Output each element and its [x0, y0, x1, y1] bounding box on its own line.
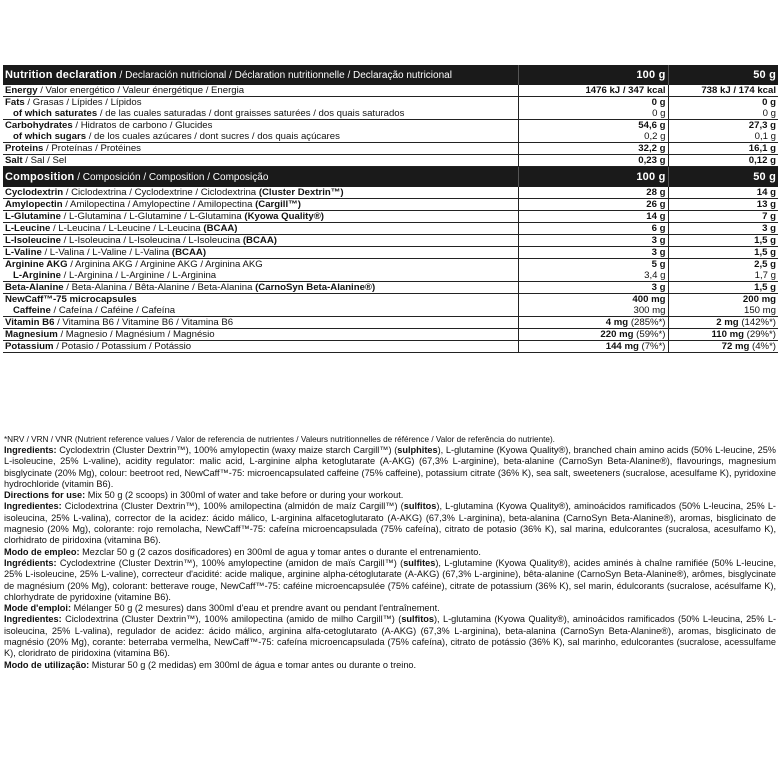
- nrv-percent-100g: (7%*): [638, 341, 666, 352]
- table-row: [3, 97, 778, 120]
- table-row: [3, 259, 778, 282]
- table-row: [3, 282, 778, 294]
- ingredients-pt: Ingredientes: Ciclodextrina (Cluster Dextrin™), 100% amilopectina (amido de milho Cargill™) (sulfitos), L-glutamina (Kyowa Quality®), aminoácidos ramificados (50% L-leucina, 25% L-isoleucina, 25% L-valina), regulador de acidez: ácido málico, arginina alfa-cetoglutarato (A-AKG) (67,3% L-arginina), beta-alanina (CarnoSyn Beta-Alanine®), aromas, bisglicinato de magnésio (20% Mg), corante: beterraba vermelha, NewCaff™-75: cafeína microencapsulada (75% cafeína), citrato de potássio (36% K), sal marinho, edulcorantes (sucralose, acessulfame K), cloridrato de piridoxina (vitamina B6).: [4, 614, 776, 659]
- table-row: [3, 341, 778, 353]
- col-100g-cell: [518, 211, 668, 223]
- subvalue-50g: 0,1 g: [754, 131, 776, 142]
- col-100g-cell: [518, 341, 668, 353]
- row-sublabel: of which sugars / de los cuales azúcares / dont sucres / dos quais açúcares: [13, 131, 340, 142]
- table-row: [3, 120, 778, 143]
- directions-pt: Modo de utilização: Misturar 50 g (2 medidas) em 300ml de água e tomar antes ou durante o treino.: [4, 659, 417, 670]
- col-100g-cell: [518, 329, 668, 341]
- row-sublabel: L-Arginine / L-Arginina / L-Arginine / L-Arginina: [13, 270, 217, 281]
- value-50g: 1,5 g: [754, 247, 776, 258]
- value-50g: 13 g: [756, 199, 776, 210]
- value-100g: 3 g: [651, 235, 666, 246]
- subvalue-50g: 150 mg: [744, 305, 776, 316]
- value-100g: 144 mg: [605, 341, 639, 352]
- row-name-cell: [3, 235, 518, 247]
- table-row: [3, 317, 778, 329]
- col-50g-cell: [668, 97, 778, 120]
- table-row: [3, 211, 778, 223]
- col-50g-cell: [668, 120, 778, 143]
- col-100g-cell: [518, 235, 668, 247]
- col-100g-cell: [518, 143, 668, 155]
- header-col-50g: 50 g: [668, 65, 778, 85]
- row-label: Carbohydrates / Hidratos de carbono / Glucides: [5, 120, 213, 131]
- table-row: [3, 329, 778, 341]
- value-50g: 1,5 g: [754, 282, 776, 293]
- value-50g: 72 mg: [721, 341, 750, 352]
- row-label: Magnesium / Magnesio / Magnésium / Magnésio: [5, 329, 215, 340]
- header-col-50g: 50 g: [668, 167, 778, 188]
- col-50g-cell: [668, 235, 778, 247]
- value-50g: 0,12 g: [748, 155, 776, 166]
- row-label: L-Isoleucine / L-Isoleucina / L-Isoleucina / L-Isoleucina (BCAA): [5, 235, 277, 246]
- row-name-cell: [3, 143, 518, 155]
- row-name-cell: [3, 211, 518, 223]
- value-100g: 26 g: [646, 199, 666, 210]
- row-label: Cyclodextrin / Ciclodextrina / Cyclodextrine / Ciclodextrina (Cluster Dextrin™): [5, 187, 344, 198]
- row-label: Vitamin B6 / Vitamina B6 / Vitamine B6 / Vitamina B6: [5, 317, 234, 328]
- row-name-cell: [3, 85, 518, 97]
- nutrition-header-title: Nutrition declaration / Declaración nutricional / Déclaration nutritionnelle / Declaração nutricional: [3, 65, 518, 85]
- value-100g: 14 g: [646, 211, 666, 222]
- table-row: [3, 143, 778, 155]
- col-100g-cell: [518, 97, 668, 120]
- value-100g: 5 g: [651, 259, 666, 270]
- table-row: [3, 247, 778, 259]
- value-50g: 16,1 g: [748, 143, 776, 154]
- value-100g: 1476 kJ / 347 kcal: [585, 85, 666, 96]
- nrv-percent-100g: (285%*): [628, 317, 666, 328]
- row-label: Beta-Alanine / Beta-Alanina / Bêta-Alanine / Beta-Alanina (CarnoSyn Beta-Alanine®): [5, 282, 376, 293]
- value-100g: 0,23 g: [638, 155, 666, 166]
- composition-header-row: [3, 167, 778, 188]
- value-50g: 738 kJ / 174 kcal: [701, 85, 776, 96]
- col-50g-cell: [668, 155, 778, 167]
- value-50g: 7 g: [762, 211, 776, 222]
- col-50g-cell: [668, 143, 778, 155]
- col-100g-cell: [518, 85, 668, 97]
- value-50g: 2 mg: [716, 317, 739, 328]
- row-name-cell: [3, 294, 518, 317]
- nrv-footnote: *NRV / VRN / VNR (Nutrient reference values / Valor de referencia de nutrientes / Valeurs nutritionnelles de référence / Valor de referência do nutriente).: [4, 435, 555, 444]
- subvalue-100g: 3,4 g: [644, 270, 666, 281]
- row-name-cell: [3, 97, 518, 120]
- row-sublabel: Caffeine / Cafeína / Caféine / Cafeína: [13, 305, 176, 316]
- col-50g-cell: [668, 211, 778, 223]
- subvalue-100g: 300 mg: [633, 305, 666, 316]
- subvalue-100g: 0 g: [652, 108, 666, 119]
- table-row: [3, 187, 778, 199]
- row-label: NewCaff™-75 microcapsules: [5, 294, 137, 305]
- row-label: Potassium / Potasio / Potassium / Potássio: [5, 341, 192, 352]
- value-100g: 220 mg: [600, 329, 634, 340]
- value-50g: 14 g: [756, 187, 776, 198]
- col-50g-cell: [668, 329, 778, 341]
- row-name-cell: [3, 329, 518, 341]
- table-row: [3, 199, 778, 211]
- row-label: Salt / Sal / Sel: [5, 155, 67, 166]
- col-100g-cell: [518, 294, 668, 317]
- nutrition-rows: [3, 85, 778, 167]
- row-name-cell: [3, 223, 518, 235]
- col-100g-cell: [518, 282, 668, 294]
- subvalue-50g: 1,7 g: [754, 270, 776, 281]
- col-50g-cell: [668, 247, 778, 259]
- row-label: Proteins / Proteínas / Protéines: [5, 143, 141, 154]
- nrv-percent-50g: (4%*): [749, 341, 776, 352]
- value-100g: 28 g: [646, 187, 666, 198]
- row-sublabel: of which saturates / de las cuales saturadas / dont graisses saturées / dos quais saturados: [13, 108, 405, 119]
- row-name-cell: [3, 282, 518, 294]
- value-100g: 0 g: [651, 97, 666, 108]
- table-row: [3, 294, 778, 317]
- row-label: Energy / Valor energético / Valeur énergétique / Energia: [5, 85, 245, 96]
- table-row: [3, 223, 778, 235]
- col-50g-cell: [668, 223, 778, 235]
- col-100g-cell: [518, 199, 668, 211]
- nrv-percent-100g: (59%*): [633, 329, 666, 340]
- col-50g-cell: [668, 199, 778, 211]
- row-label: L-Glutamine / L-Glutamina / L-Glutamine / L-Glutamina (Kyowa Quality®): [5, 211, 324, 222]
- nutrition-table: [3, 65, 778, 353]
- row-label: Fats / Grasas / Lípides / Lípidos: [5, 97, 142, 108]
- row-label: L-Leucine / L-Leucina / L-Leucine / L-Leucina (BCAA): [5, 223, 238, 234]
- value-50g: 110 mg: [711, 329, 744, 340]
- nrv-percent-50g: (142%*): [738, 317, 776, 328]
- nutrition-label: [3, 65, 778, 353]
- col-50g-cell: [668, 85, 778, 97]
- col-50g-cell: [668, 259, 778, 282]
- col-50g-cell: [668, 294, 778, 317]
- row-name-cell: [3, 341, 518, 353]
- value-50g: 3 g: [762, 223, 776, 234]
- row-label: Amylopectin / Amilopectina / Amylopectine / Amilopectina (Cargill™): [5, 199, 301, 210]
- value-50g: 27,3 g: [748, 120, 776, 131]
- value-100g: 32,2 g: [638, 143, 666, 154]
- nrv-percent-50g: (29%*): [744, 329, 776, 340]
- col-100g-cell: [518, 187, 668, 199]
- ingredients-en: Ingredients: Cyclodextrin (Cluster Dextrin™), 100% amylopectin (waxy maize starch Cargill™) (sulphites), L-glutamine (Kyowa Quality®), branched chain amino acids (50% L-leucine, 25% L-isoleucine, 25% L-valine), acidity regulator: malic acid, L-arginine alpha ketoglutarate (A-AKG) (67,3% L-arginine), beta-alanine (CarnoSyn Beta-Alanine®), flavourings, magnesium bisglycinate (20% Mg), colour: beetroot red, NewCaff™-75: microencapsulated caffeine (75% caffeine), potassium citrate (36% K), sea salt, sweeteners (sucralose, acesulfame K), pyridoxine hydrochloride (vitamin B6).: [4, 445, 776, 489]
- row-name-cell: [3, 155, 518, 167]
- ingredients-fr: Ingrédients: Cyclodextrine (Cluster Dextrin™), 100% amylopectine (amidon de maïs Cargill™) (sulfites), L-glutamine (Kyowa Quality®), acides aminés à chaîne ramifiée (50% L-leucine, 25% L-isoleucine, 25% L-valine), correcteur d'acidité: acide malique, arginine alpha-cétoglutarate (A-AKG) (67,3% L-arginine), bêta-alanine (CarnoSyn Beta-Alanine®), arômes, bisglycinate de magnésium (20% Mg), colorant: betterave rouge, NewCaff™-75: caféine microencapsulée (75% caféine), citrate de potassium (36% K), sel marin, édulcorants (sucralose, acésulfame K), chlorhydrate de pyridoxine (vitamine B6).: [4, 557, 776, 602]
- product-notes: [4, 434, 776, 671]
- table-row: [3, 155, 778, 167]
- col-100g-cell: [518, 259, 668, 282]
- col-100g-cell: [518, 317, 668, 329]
- table-row: [3, 235, 778, 247]
- row-name-cell: [3, 247, 518, 259]
- subvalue-50g: 0 g: [762, 108, 776, 119]
- ingredients-es: Ingredientes: Ciclodextrina (Cluster Dextrin™), 100% amilopectina (almidón de maíz Cargill™) (sulfitos), L-glutamina (Kyowa Quality®), aminoácidos ramificados (50% L-leucina, 25% L-isoleucina, 25% L-valina), corrector de la acidez: ácido málico, L-arginina alfacetoglutarato (A-AKG) (67,3% L-arginina), beta-alanina (CarnoSyn Beta-Alanine®), aromas, bisglicinato de magnesio (20% Mg), colorante: rojo remolacha, NewCaff™-75: cafeína microencapsulada (75% cafeína), citrato de potasio (36% K), sal marina, edulcorantes (sucralosa, acesulfamo K), clorhidrato de piridoxina (vitamina B6).: [4, 501, 776, 546]
- value-50g: 1,5 g: [754, 235, 776, 246]
- row-name-cell: [3, 317, 518, 329]
- row-label: Arginine AKG / Arginina AKG / Arginine AKG / Arginina AKG: [5, 259, 263, 270]
- value-100g: 4 mg: [605, 317, 629, 328]
- composition-header-title: Composition / Composición / Composition / Composição: [3, 167, 518, 188]
- value-100g: 54,6 g: [638, 120, 666, 131]
- composition-rows: [3, 187, 778, 353]
- row-name-cell: [3, 120, 518, 143]
- directions-fr: Mode d'emploi: Mélanger 50 g (2 mesures) dans 300ml d'eau et prendre avant ou pendant l'entraînement.: [4, 603, 440, 614]
- value-100g: 3 g: [651, 282, 666, 293]
- row-name-cell: [3, 259, 518, 282]
- value-50g: 200 mg: [742, 294, 776, 305]
- header-col-100g: 100 g: [518, 167, 668, 188]
- col-50g-cell: [668, 282, 778, 294]
- subvalue-100g: 0,2 g: [644, 131, 666, 142]
- value-100g: 6 g: [651, 223, 666, 234]
- col-100g-cell: [518, 155, 668, 167]
- value-50g: 0 g: [762, 97, 776, 108]
- nutrition-header-row: [3, 65, 778, 85]
- col-50g-cell: [668, 341, 778, 353]
- header-col-100g: 100 g: [518, 65, 668, 85]
- col-100g-cell: [518, 247, 668, 259]
- value-50g: 2,5 g: [754, 259, 776, 270]
- value-100g: 3 g: [651, 247, 666, 258]
- value-100g: 400 mg: [632, 294, 666, 305]
- directions-en: Directions for use: Mix 50 g (2 scoops) in 300ml of water and take before or during your workout.: [4, 490, 404, 501]
- directions-es: Modo de empleo: Mezclar 50 g (2 cazos dosificadores) en 300ml de agua y tomar antes o durante el entrenamiento.: [4, 546, 481, 557]
- table-row: [3, 85, 778, 97]
- col-100g-cell: [518, 120, 668, 143]
- col-50g-cell: [668, 317, 778, 329]
- row-name-cell: [3, 187, 518, 199]
- col-100g-cell: [518, 223, 668, 235]
- col-50g-cell: [668, 187, 778, 199]
- row-label: L-Valine / L-Valina / L-Valine / L-Valina (BCAA): [5, 247, 207, 258]
- row-name-cell: [3, 199, 518, 211]
